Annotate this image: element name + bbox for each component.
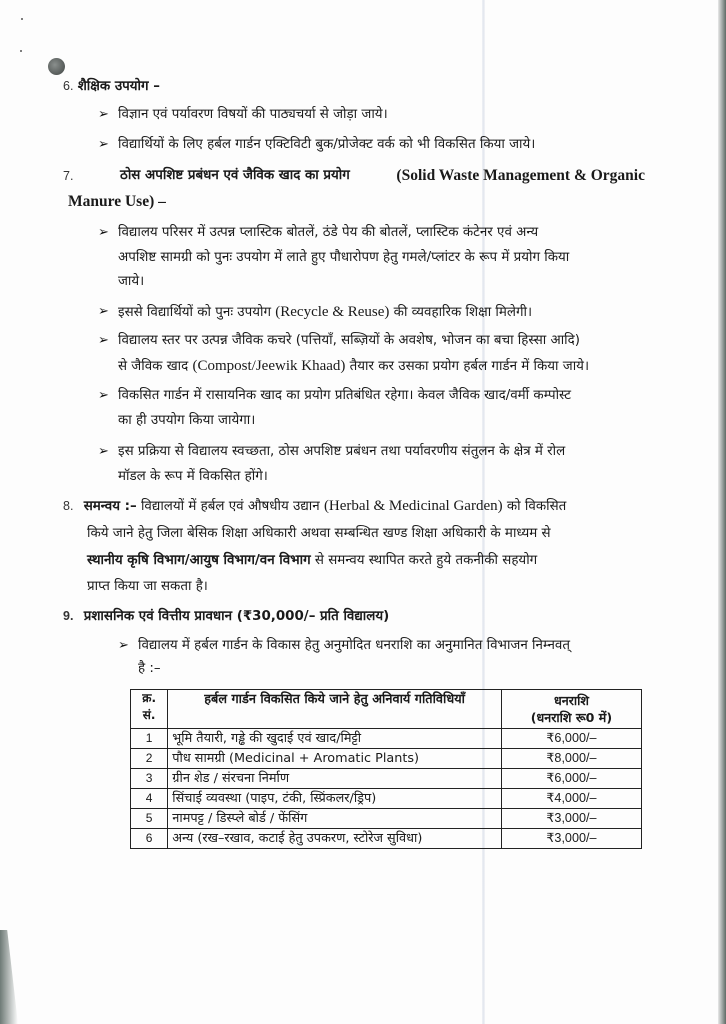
text: विद्यालयों में हर्बल एवं औषधीय उद्यान bbox=[140, 499, 320, 514]
cell-serial: 2 bbox=[131, 749, 168, 769]
bullet-arrow-icon: ➢ bbox=[98, 444, 109, 459]
cell-amount: ₹3,000/– bbox=[501, 809, 641, 829]
cell-serial: 4 bbox=[131, 789, 168, 809]
section-8-line-4: प्राप्त किया जा सकता है। bbox=[87, 579, 208, 594]
section-7-bullet-4-line-2: का ही उपयोग किया जायेगा। bbox=[118, 413, 256, 428]
section-7-heading-line-2: Manure Use) – bbox=[68, 193, 166, 210]
section-7-bullet-4-line-1: विकसित गार्डन में रासायनिक खाद का प्रयोग प्रतिबंधित रहेगा। केवल जैविक खाद/वर्मी कम्पोस्ट bbox=[118, 388, 571, 403]
text: तैयार कर उसका प्रयोग हर्बल गार्डन में किया जाये। bbox=[349, 359, 590, 374]
section-9-bullet-1-line-2: है :– bbox=[138, 661, 161, 676]
cell-serial: 6 bbox=[131, 829, 168, 849]
header-text: धनराशि bbox=[553, 693, 589, 708]
bullet-arrow-icon: ➢ bbox=[98, 304, 109, 319]
section-number: 8. bbox=[63, 499, 74, 513]
text: इससे विद्यार्थियों को पुनः उपयोग bbox=[118, 305, 271, 320]
section-9-bullet-1-line-1: विद्यालय में हर्बल गार्डन के विकास हेतु अनुमोदित धनराशि का अनुमानित विभाजन निम्नवत् bbox=[138, 638, 570, 653]
text: से समन्वय स्थापित करते हुये तकनीकी सहयोग bbox=[314, 553, 538, 568]
cell-serial: 3 bbox=[131, 769, 168, 789]
cell-amount: ₹4,000/– bbox=[501, 789, 641, 809]
table-row bbox=[131, 789, 642, 809]
bullet-arrow-icon: ➢ bbox=[98, 225, 109, 240]
section-title-hindi: ठोस अपशिष्ट प्रबंधन एवं जैविक खाद का प्रयोग bbox=[120, 168, 350, 183]
table-row bbox=[131, 829, 642, 849]
cell-amount: ₹8,000/– bbox=[501, 749, 641, 769]
section-7-bullet-1-line-1: विद्यालय परिसर में उत्पन्न प्लास्टिक बोतलें, ठंडे पेय की बोतलें, प्लास्टिक कंटेनर एवं अन्य bbox=[118, 225, 539, 240]
section-7-bullet-5-line-1: इस प्रक्रिया से विद्यालय स्वच्छता, ठोस अपशिष्ट प्रबंधन तथा पर्यावरणीय संतुलन के क्षेत्र में रोल bbox=[118, 444, 566, 459]
cell-serial: 1 bbox=[131, 729, 168, 749]
section-6-bullet-2: विद्यार्थियों के लिए हर्बल गार्डन एक्टिविटी बुक/प्रोजेक्ट वर्क को भी विकसित किया जाये। bbox=[118, 137, 536, 152]
section-8-line-2: किये जाने हेतु जिला बेसिक शिक्षा अधिकारी अथवा सम्बन्धित खण्ड शिक्षा अधिकारी के माध्यम से bbox=[87, 526, 551, 541]
section-7-bullet-2 bbox=[118, 302, 532, 323]
header-activity: हर्बल गार्डन विकसित किये जाने हेतु अनिवार्य गतिविधियाँ bbox=[168, 690, 502, 729]
section-8-line-1 bbox=[63, 496, 566, 517]
text-english: (Herbal & Medicinal Garden) bbox=[323, 498, 503, 514]
section-title: शैक्षिक उपयोग – bbox=[77, 79, 160, 94]
hole-punch-mark bbox=[48, 58, 65, 75]
budget-table bbox=[130, 689, 642, 849]
section-7-bullet-1-line-2: अपशिष्ट सामग्री को पुनः उपयोग में लाते हुए पौधारोपण हेतु गमले/प्लांटर के रूप में प्रयोग किया bbox=[118, 250, 570, 265]
section-7-bullet-1-line-3: जाये। bbox=[118, 274, 145, 289]
cell-amount: ₹6,000/– bbox=[501, 729, 641, 749]
table-row bbox=[131, 769, 642, 789]
section-7-bullet-5-line-2: मॉडल के रूप में विकसित होंगे। bbox=[118, 469, 268, 484]
scan-speck bbox=[21, 18, 23, 20]
cell-activity: अन्य (रख–रखाव, कटाई हेतु उपकरण, स्टोरेज सुविधा) bbox=[168, 829, 502, 849]
section-6-heading bbox=[63, 76, 160, 97]
header-text: क्र. bbox=[142, 691, 157, 705]
section-7-heading-line-1 bbox=[63, 166, 645, 186]
table-row bbox=[131, 749, 642, 769]
page-corner-shadow bbox=[0, 930, 18, 1024]
text-bold: स्थानीय कृषि विभाग/आयुष विभाग/वन विभाग bbox=[87, 553, 311, 568]
cell-activity: नामपट्ट / डिस्प्ले बोर्ड / फेंसिंग bbox=[168, 809, 502, 829]
cell-serial: 5 bbox=[131, 809, 168, 829]
header-text: सं. bbox=[142, 708, 156, 722]
cell-activity: भूमि तैयारी, गड्ढे की खुदाई एवं खाद/मिट्टी bbox=[168, 729, 502, 749]
section-8-line-3 bbox=[87, 551, 537, 571]
section-6-bullet-1: विज्ञान एवं पर्यावरण विषयों की पाठ्यचर्या से जोड़ा जाये। bbox=[118, 107, 388, 122]
section-title: समन्वय :– bbox=[83, 499, 137, 514]
table-header-row bbox=[131, 690, 642, 729]
section-number: 7. bbox=[63, 169, 74, 183]
section-title-english: (Solid Waste Management & Organic bbox=[396, 167, 645, 184]
header-serial-number bbox=[131, 690, 168, 729]
section-7-bullet-3-line-2 bbox=[118, 356, 589, 377]
section-9-heading bbox=[63, 606, 389, 627]
table-row bbox=[131, 729, 642, 749]
text-english: (Recycle & Reuse) bbox=[275, 304, 390, 320]
bullet-arrow-icon: ➢ bbox=[118, 638, 129, 653]
text: को विकसित bbox=[506, 499, 567, 514]
section-title: प्रशासनिक एवं वित्तीय प्रावधान (₹30,000/– प्रति विद्यालय) bbox=[83, 609, 390, 624]
text-english: (Compost/Jeewik Khaad) bbox=[192, 358, 346, 374]
bullet-arrow-icon: ➢ bbox=[98, 388, 109, 403]
bullet-arrow-icon: ➢ bbox=[98, 137, 109, 152]
page-edge-shadow bbox=[718, 0, 726, 1024]
section-7-bullet-3-line-1: विद्यालय स्तर पर उत्पन्न जैविक कचरे (पत्तियाँ, सब्ज़ियों के अवशेष, भोजन का बचा हिस्सा आदि) bbox=[118, 333, 580, 348]
header-amount bbox=[501, 690, 641, 729]
scan-speck bbox=[20, 50, 22, 52]
text: से जैविक खाद bbox=[118, 359, 189, 374]
text: की व्यवहारिक शिक्षा मिलेगी। bbox=[393, 305, 533, 320]
section-number: 9. bbox=[63, 609, 74, 623]
header-text: (धनराशि रू0 में) bbox=[530, 710, 613, 725]
cell-amount: ₹6,000/– bbox=[501, 769, 641, 789]
bullet-arrow-icon: ➢ bbox=[98, 333, 109, 348]
cell-amount: ₹3,000/– bbox=[501, 829, 641, 849]
cell-activity: पौध सामग्री (Medicinal + Aromatic Plants) bbox=[168, 749, 502, 769]
cell-activity: ग्रीन शेड / संरचना निर्माण bbox=[168, 769, 502, 789]
bullet-arrow-icon: ➢ bbox=[98, 107, 109, 122]
section-number: 6. bbox=[63, 79, 74, 93]
table-row bbox=[131, 809, 642, 829]
cell-activity: सिंचाई व्यवस्था (पाइप, टंकी, स्प्रिंकलर/ड्रिप) bbox=[168, 789, 502, 809]
